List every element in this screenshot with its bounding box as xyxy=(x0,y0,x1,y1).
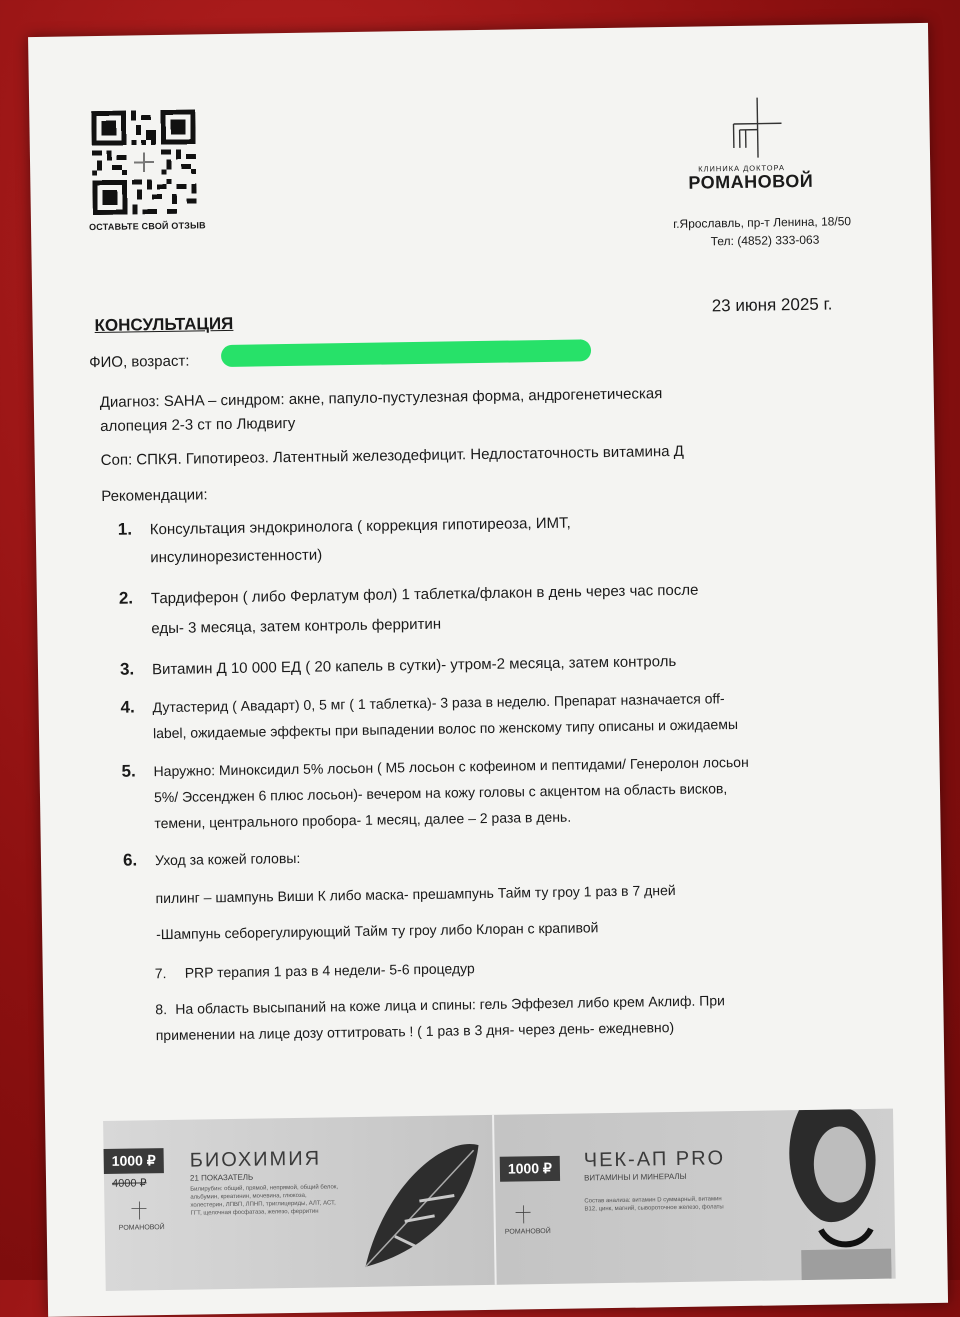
recommendation-item: 6. Уход за кожей головы: пилинг – шампунь Виши К либо маска- прешампунь Тайм ту гроу 1 раз в 7 дней -Шампунь себорегулирующий Тайм ту гроу либо Клоран с крапивой xyxy=(28,23,928,37)
comorbidity-line: Соп: СПКЯ. Гипотиреоз. Латентный железодефицит. Недлостаточность витамина Д xyxy=(101,443,684,469)
old-price: 4000 ₽ xyxy=(112,1176,147,1190)
clinic-address: г.Ярославль, пр-т Ленина, 18/50 xyxy=(673,214,851,231)
recommendation-item: 1. Консультация эндокринолога ( коррекция гипотиреоза, ИМТ, инсулинорезистенности) xyxy=(28,23,928,37)
clinic-name: РОМАНОВОЙ xyxy=(688,171,813,194)
promo-fine-print: Состав анализа: витамин D суммарный, витамин B12, цинк, магний, сывороточное железо, фолаты xyxy=(584,1195,724,1213)
diagnosis-line-2: алопеция 2-3 ст по Людвигу xyxy=(100,415,295,435)
clinic-logo-icon xyxy=(719,95,790,166)
recommendation-item: 7. PRP терапия 1 раз в 4 недели- 5-6 процедур xyxy=(28,23,928,37)
qr-caption: ОСТАВЬТЕ СВОЙ ОТЗЫВ xyxy=(89,220,206,232)
recommendation-item: 8. На область высыпаний на коже лица и спины: гель Эффезел либо крем Аклиф. При применении на лице дозу оттитровать ! ( 1 раз в 3 дня- через день- ежедневно) xyxy=(28,23,928,37)
diagnosis-line-1: Диагноз: SAHA – синдром: акне, папуло-пустулезная форма, андрогенетическая xyxy=(100,385,663,411)
woman-portrait-icon xyxy=(759,1109,892,1281)
promo-banner xyxy=(103,1109,896,1291)
recommendation-item: 4. Дутастерид ( Авадарт) 0, 5 мг ( 1 таблетка)- 3 раза в неделю. Препарат назначается off- label, ожидаемые эффекты при выпадении волос по женскому типу описаны и ожидаемы xyxy=(28,23,928,37)
qr-code-icon xyxy=(91,109,197,215)
promo-subtitle: 21 ПОКАЗАТЕЛЬ xyxy=(190,1173,253,1183)
promo-fine-print: Билирубин: общий, прямой, непрямой, общий белок, альбумин, креатинин, мочевина, глюкоза, холестерин, ЛПВП, ЛПНП, триглицериды, АЛТ, АСТ, ГГТ, щелочная фосфатаза, железо, ферритин xyxy=(190,1183,340,1217)
promo-brand: РОМАНОВОЙ xyxy=(505,1228,551,1236)
promo-title: БИОХИМИЯ xyxy=(190,1148,322,1173)
monstera-leaf-icon xyxy=(353,1125,485,1277)
redaction-mark xyxy=(221,339,591,367)
clinic-phone: Тел: (4852) 333-063 xyxy=(711,233,820,249)
promo-brand: РОМАНОВОЙ xyxy=(119,1224,165,1232)
clinic-caption: КЛИНИКА ДОКТОРА xyxy=(698,163,785,173)
recommendation-item: 5. Наружно: Миноксидил 5% лосьон ( М5 лосьон с кофеином и пептидами/ Генеролон лосьон 5%/ Эссенджен 6 плюс лосьон)- вечером на кожу головы с акцентом на область висков, темени, центрального пробора- 1 месяц, далее – 2 раза в день. xyxy=(28,23,928,37)
document-date: 23 июня 2025 г. xyxy=(712,294,833,316)
promo-biochemistry xyxy=(103,1115,496,1291)
promo-checkup xyxy=(499,1109,892,1285)
promo-title: ЧЕК-АП PRO xyxy=(584,1147,726,1172)
patient-fio-label: ФИО, возраст: xyxy=(89,353,190,372)
clinic-logo-icon xyxy=(128,1200,148,1220)
document-sheet xyxy=(28,23,948,1317)
document-title: КОНСУЛЬТАЦИЯ xyxy=(94,314,233,336)
price-tag: 1000 ₽ xyxy=(500,1156,560,1182)
recommendation-item: 3. Витамин Д 10 000 ЕД ( 20 капель в сутки)- утром-2 месяца, затем контроль xyxy=(28,23,928,37)
price-tag: 1000 ₽ xyxy=(104,1148,164,1174)
promo-subtitle: ВИТАМИНЫ И МИНЕРАЛЫ xyxy=(584,1172,687,1183)
clinic-logo-icon xyxy=(512,1204,532,1224)
recommendation-item: 2. Тардиферон ( либо Ферлатум фол) 1 таблетка/флакон в день через час после еды- 3 месяца, затем контроль ферритин xyxy=(28,23,928,37)
recommendations-label: Рекомендации: xyxy=(101,486,208,505)
